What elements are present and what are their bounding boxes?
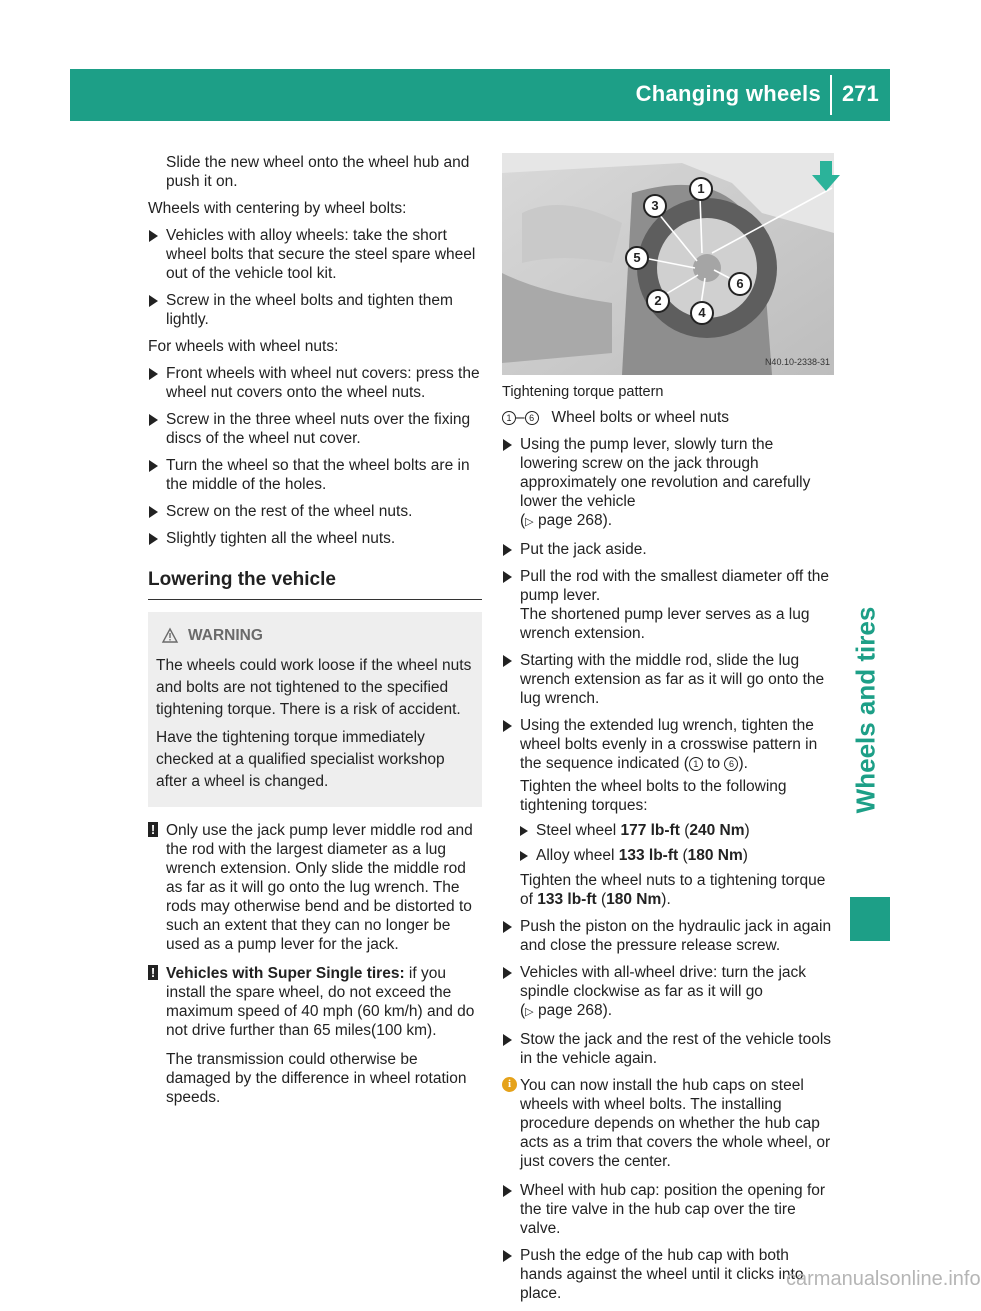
chapter-side-label: Wheels and tires [850, 606, 881, 814]
arrow-icon [149, 460, 158, 472]
arrow-icon [149, 533, 158, 545]
arrow-icon [149, 368, 158, 380]
arrow-icon [149, 506, 158, 518]
callout-4: 4 [690, 301, 714, 325]
info-note: i You can now install the hub caps on steel wheels with wheel bolts. The installing procedure depends on whether the hub cap acts as a trim that covers the whole wheel, or just covers the center. [502, 1076, 834, 1171]
warning-text: Have the tightening torque immediately checked at a qualified specialist workshop after a wheel is changed. [156, 729, 445, 790]
exclamation-icon: ! [148, 822, 158, 837]
page-ref-icon: ▷ [525, 516, 534, 528]
callout-6: 6 [728, 272, 752, 296]
arrow-icon [503, 655, 512, 667]
torque-nuts: Tighten the wheel nuts to a tightening torque of 133 lb-ft (180 Nm). [520, 872, 826, 908]
exclamation-icon: ! [148, 965, 158, 980]
arrow-icon [503, 720, 512, 732]
caution-note: ! Only use the jack pump lever middle rod and the rod with the largest diameter as a lug wrench extension. Only slide the middle rod as far as it will go onto the lug wrench. The rods may otherwise bend and be distorted to such an extent that they can no longer be used as a pump lever for the jack. [148, 821, 482, 954]
instruction-step: Screw in the wheel bolts and tighten them lightly. [148, 291, 482, 329]
arrow-icon [503, 571, 512, 583]
instruction-step: Screw on the rest of the wheel nuts. [148, 502, 482, 521]
warning-text: The wheels could work loose if the wheel nuts and bolts are not tightened to the specified tightening torque. There is a risk of accident. [156, 657, 472, 718]
instruction-step: Pull the rod with the smallest diameter off the pump lever. The shortened pump lever serves as a lug wrench extension. [502, 567, 834, 643]
torque-item: Steel wheel 177 lb-ft (240 Nm) [502, 821, 834, 840]
section-title: Changing wheels [635, 81, 821, 106]
instruction-step: Front wheels with wheel nut covers: press the wheel nut covers onto the wheel nuts. [148, 364, 482, 402]
arrow-icon [503, 439, 512, 451]
left-column [148, 153, 482, 1115]
right-column [502, 383, 834, 1311]
info-icon: i [502, 1077, 517, 1092]
figure-code: N40.10-2338-31 [764, 357, 830, 367]
section-heading: Lowering the vehicle [148, 570, 482, 600]
arrow-icon [503, 1034, 512, 1046]
header-divider [830, 75, 832, 115]
instruction-step: Using the pump lever, slowly turn the lowering screw on the jack through approximately one revolution and carefully lower the vehicle (▷ page 268). [502, 435, 834, 532]
instruction-step: Using the extended lug wrench, tighten the wheel bolts evenly in a crosswise pattern in the sequence indicated ( 1 to 6 ). [502, 716, 834, 773]
bullet-icon [520, 851, 528, 861]
arrow-icon [503, 544, 512, 556]
instruction-step: Screw in the three wheel nuts over the fixing discs of the wheel nut cover. [148, 410, 482, 448]
intro-step: Slide the new wheel onto the wheel hub and push it on. [166, 154, 470, 190]
instruction-step: Wheel with hub cap: position the opening for the tire valve in the hub cap over the tire valve. [502, 1181, 834, 1238]
instruction-step: Turn the wheel so that the wheel bolts are in the middle of the holes. [148, 456, 482, 494]
caution-note: ! Vehicles with Super Single tires: if you install the spare wheel, do not exceed the maximum speed of 40 mph (60 km/h) and do not drive further than 65 miles(100 km). [148, 964, 482, 1040]
instruction-step: Push the piston on the hydraulic jack in again and close the pressure release screw. [502, 917, 834, 955]
callout-2: 2 [646, 289, 670, 313]
figure-caption: Tightening torque pattern [502, 384, 664, 400]
warning-triangle-icon [162, 628, 178, 643]
arrow-icon [149, 295, 158, 307]
arrow-icon [503, 1250, 512, 1262]
footer-watermark: carmanualsonline.info [786, 1268, 981, 1290]
instruction-step: Slightly tighten all the wheel nuts. [148, 529, 482, 548]
instruction-step: Push the edge of the hub cap with both hands against the wheel until it clicks into place. [502, 1246, 834, 1303]
wheel-bolt-pattern-figure [502, 153, 834, 375]
instruction-step: Vehicles with alloy wheels: take the short wheel bolts that secure the steel spare wheel out of the vehicle tool kit. [148, 226, 482, 283]
torque-item: Alloy wheel 133 lb-ft (180 Nm) [502, 846, 834, 865]
warning-title: WARNING [156, 626, 474, 645]
instruction-step: Stow the jack and the rest of the vehicle tools in the vehicle again. [502, 1030, 834, 1068]
instruction-step: Vehicles with all-wheel drive: turn the jack spindle clockwise as far as it will go (▷ page 268). [502, 963, 834, 1022]
callout-3: 3 [643, 194, 667, 218]
callout-5: 5 [625, 246, 649, 270]
bullet-icon [520, 826, 528, 836]
callout-1: 1 [689, 177, 713, 201]
arrow-icon [503, 967, 512, 979]
instruction-step: Put the jack aside. [502, 540, 834, 559]
arrow-icon [503, 921, 512, 933]
chapter-tab-marker [850, 897, 890, 941]
arrow-icon [149, 230, 158, 242]
figure-legend: 1 – 6 Wheel bolts or wheel nuts [502, 408, 834, 427]
caution-note-text: The transmission could otherwise be damaged by the difference in wheel rotation speeds. [166, 1051, 467, 1106]
page-number: 271 [842, 81, 879, 106]
torque-intro: Tighten the wheel bolts to the following tightening torques: [520, 778, 787, 814]
instruction-step: Starting with the middle rod, slide the lug wrench extension as far as it will go onto the lug wrench. [502, 651, 834, 708]
wheel-nuts-heading: For wheels with wheel nuts: [148, 338, 339, 355]
page-ref-icon: ▷ [525, 1006, 534, 1018]
arrow-icon [149, 414, 158, 426]
centering-heading: Wheels with centering by wheel bolts: [148, 200, 407, 217]
arrow-icon [503, 1185, 512, 1197]
warning-box [148, 612, 482, 807]
